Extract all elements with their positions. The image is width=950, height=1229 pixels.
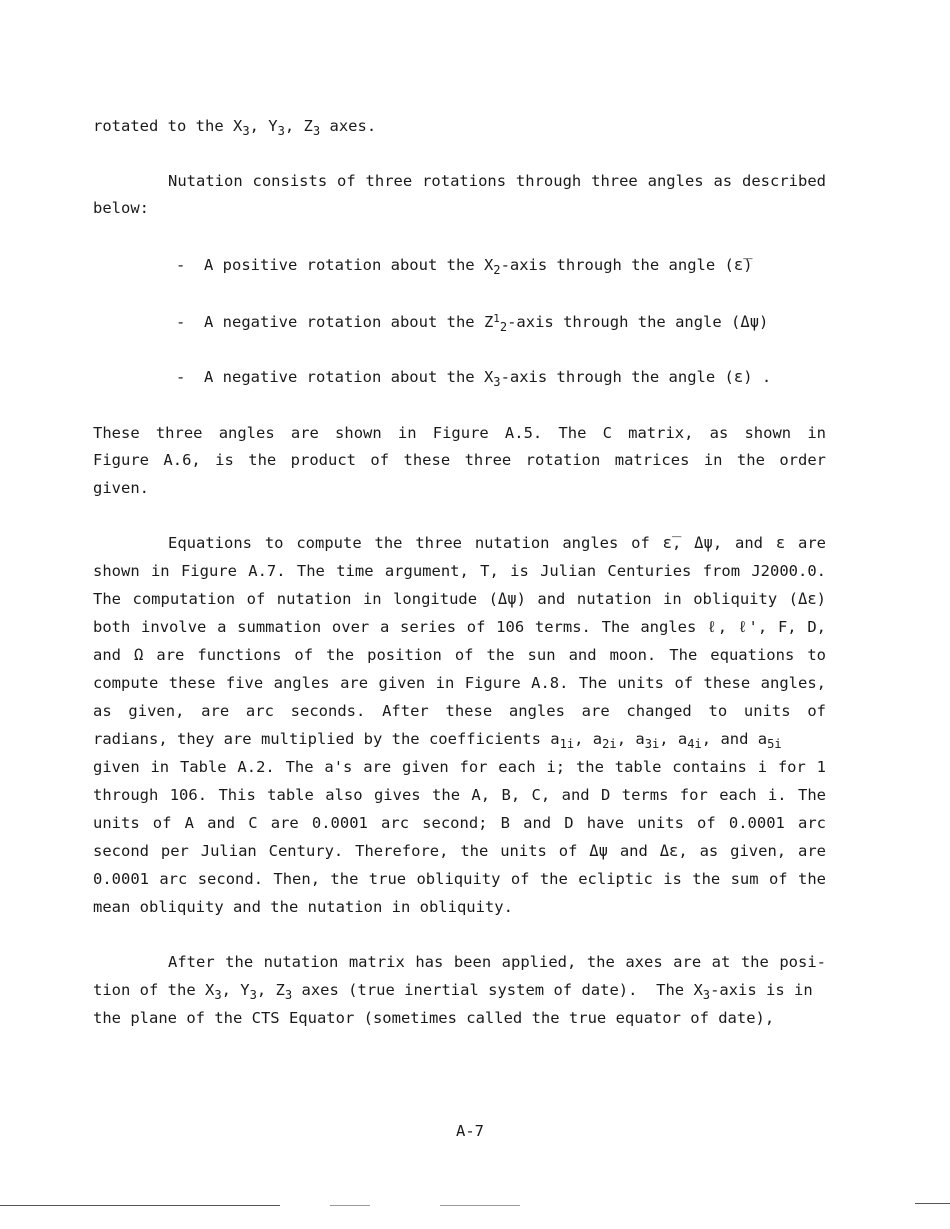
supscript: 1 [493, 312, 500, 326]
text-span: compute these five angles are given in Figure A.8. The units of these angles, [93, 674, 826, 692]
scan-artifact-line [330, 1205, 370, 1206]
text-span: the plane of the CTS Equator (sometimes called the true equator of date), [93, 1009, 775, 1027]
subscript: 3 [242, 124, 250, 139]
text-span: , Y [221, 981, 250, 999]
text-line [93, 701, 826, 721]
text-span: -axis through the angle (Δψ) [507, 313, 769, 331]
text-span: given in Table A.2. The a's are given for each i; the table contains i for 1 [93, 758, 826, 776]
text-line [93, 478, 149, 498]
text-span: mean obliquity and the nutation in obliquity. [93, 898, 513, 916]
text-span: , Z [256, 981, 285, 999]
text-span: through 106. This table also gives the A, B, C, and D terms for each i. The [93, 786, 826, 804]
subscript: 3 [284, 988, 293, 1003]
text-span: axes. [320, 117, 377, 135]
text-line [93, 450, 826, 470]
text-span: both involve a summation over a series of 106 terms. The angles ℓ, ℓ', F, D, [93, 618, 826, 636]
subscript: 5i [767, 737, 782, 752]
subscript: 2 [493, 263, 501, 278]
text-span: rotated to the X [93, 117, 243, 135]
text-span: -axis through the angle (ε̅) [500, 256, 753, 274]
subscript: 2i [602, 737, 617, 752]
text-span: as given, are arc seconds. After these angles are changed to units of [93, 702, 826, 720]
text-span: axes (true inertial system of date). The X [292, 981, 703, 999]
text-line [93, 897, 513, 917]
text-line [93, 813, 826, 833]
subscript: 3 [702, 988, 711, 1003]
subscript: 3 [493, 375, 501, 390]
text-span: These three angles are shown in Figure A.5. The C matrix, as shown in [93, 424, 826, 442]
text-span: Equations to compute the three nutation angles of ε̅, Δψ, and ε are [168, 534, 826, 552]
text-line [93, 1008, 774, 1028]
text-span: , Z [284, 117, 313, 135]
text-line [93, 617, 826, 637]
subscript: 3 [277, 124, 285, 139]
text-line [93, 423, 826, 443]
text-line [176, 312, 769, 335]
text-line [93, 869, 826, 889]
text-span: 0.0001 arc second. Then, the true obliquity of the ecliptic is the sum of the [93, 870, 826, 888]
subscript: 3i [644, 737, 660, 752]
text-span: , a [616, 730, 645, 748]
text-line [93, 645, 826, 665]
subscript: 3 [214, 988, 222, 1003]
text-span: , a [659, 730, 688, 748]
subscript: 4i [687, 737, 702, 752]
scan-artifact-line [440, 1205, 520, 1206]
text-span: -axis through the angle (ε) . [500, 368, 772, 386]
text-span: tion of the X [93, 981, 215, 999]
text-span: , Y [249, 117, 278, 135]
text-line [93, 116, 377, 139]
text-span: - A positive rotation about the X [176, 256, 494, 274]
text-span: Nutation consists of three rotations through three angles as described [168, 172, 826, 190]
text-span: and Ω are functions of the position of the sun and moon. The equations to [93, 646, 826, 664]
text-line [93, 561, 826, 581]
text-line [93, 841, 826, 861]
text-line [93, 757, 826, 777]
text-line [93, 729, 782, 752]
scan-artifact-line [915, 1203, 950, 1204]
text-span: The computation of nutation in longitude (Δψ) and nutation in obliquity (Δε) [93, 590, 826, 608]
text-line [93, 785, 826, 805]
subscript: 2 [499, 320, 508, 335]
text-span: - A negative rotation about the Z [176, 313, 494, 331]
text-span: below: [93, 199, 149, 217]
subscript: 1i [559, 737, 575, 752]
text-span: - A negative rotation about the X [176, 368, 494, 386]
text-span: , and a [701, 730, 768, 748]
text-line [168, 952, 826, 972]
subscript: 3 [312, 124, 321, 139]
text-span: After the nutation matrix has been applied, the axes are at the posi- [168, 953, 826, 971]
text-span: second per Julian Century. Therefore, the units of Δψ and Δε, as given, are [93, 842, 826, 860]
text-span: given. [93, 479, 149, 497]
text-line [93, 980, 813, 1003]
text-line [176, 367, 772, 390]
text-line [93, 673, 826, 693]
text-line [168, 533, 826, 553]
text-line [176, 255, 753, 278]
text-span: units of A and C are 0.0001 arc second; B and D have units of 0.0001 arc [93, 814, 826, 832]
subscript: 3 [249, 988, 257, 1003]
scan-artifact-line [0, 1205, 280, 1206]
text-line [168, 171, 826, 191]
page-number: A-7 [456, 1122, 484, 1140]
text-line [93, 198, 149, 218]
text-span: radians, they are multiplied by the coefficients a [93, 730, 560, 748]
text-line [93, 589, 826, 609]
text-span: , a [574, 730, 603, 748]
text-span: Figure A.6, is the product of these three rotation matrices in the order [93, 451, 826, 469]
text-span: shown in Figure A.7. The time argument, T, is Julian Centuries from J2000.0. [93, 562, 826, 580]
text-span: -axis is in [710, 981, 813, 999]
